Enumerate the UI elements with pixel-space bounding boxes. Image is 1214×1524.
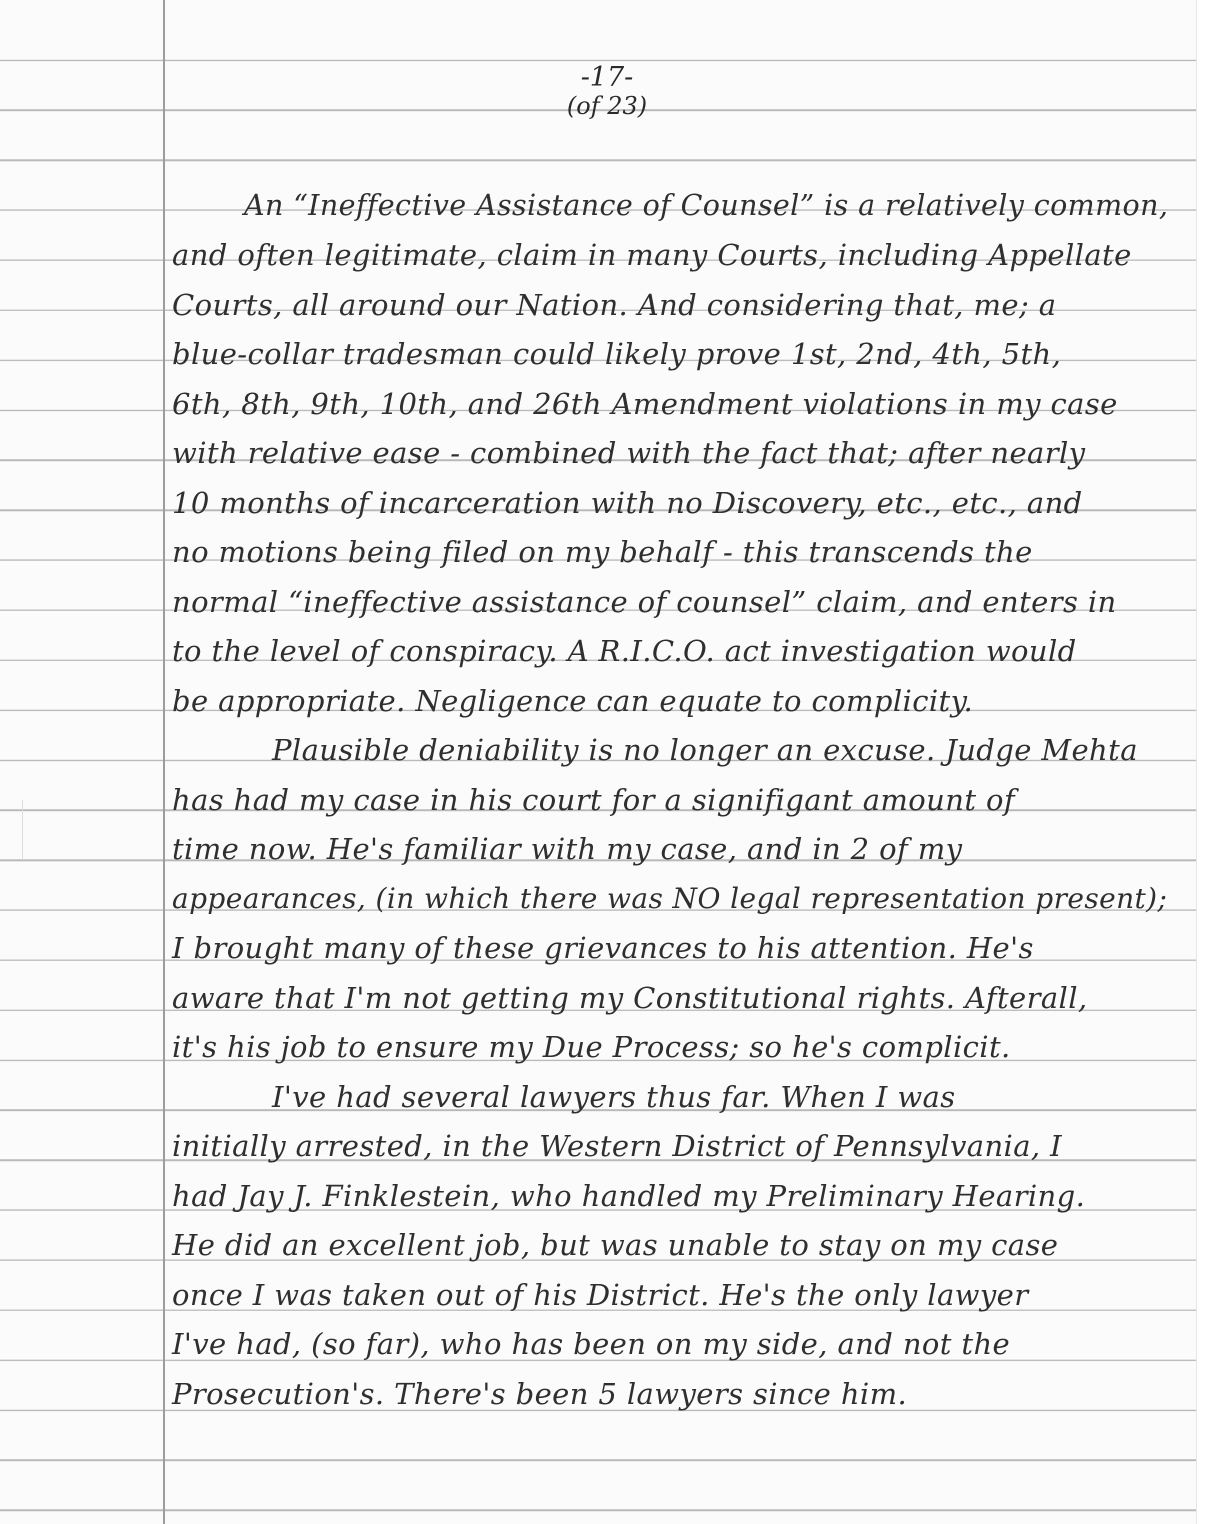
page-number: -17-: [580, 62, 634, 93]
text-line: I've had several lawyers thus far. When I was: [272, 1080, 956, 1114]
text-line: I've had, (so far), who has been on my side, and not the: [172, 1327, 1011, 1361]
text-line: appearances, (in which there was NO legal representation present);: [172, 882, 1168, 915]
text-line: aware that I'm not getting my Constitutional rights. Afterall,: [172, 981, 1088, 1015]
text-line: initially arrested, in the Western District of Pennsylvania, I: [172, 1129, 1063, 1163]
text-line: blue-collar tradesman could likely prove 1st, 2nd, 4th, 5th,: [172, 337, 1062, 371]
text-line: An “Ineffective Assistance of Counsel” is a relatively common,: [244, 189, 1169, 222]
text-line: and often legitimate, claim in many Courts, including Appellate: [172, 238, 1132, 272]
text-line: 6th, 8th, 9th, 10th, and 26th Amendment violations in my case: [172, 387, 1118, 421]
text-line: it's his job to ensure my Due Process; so he's complicit.: [172, 1030, 1011, 1064]
text-line: 10 months of incarceration with no Discovery, etc., etc., and: [172, 486, 1083, 520]
page-count: (of 23): [566, 92, 648, 120]
text-line: had Jay J. Finklestein, who handled my Preliminary Hearing.: [172, 1179, 1086, 1213]
text-line: be appropriate. Negligence can equate to complicity.: [172, 684, 974, 718]
text-line: with relative ease - combined with the fact that; after nearly: [172, 436, 1086, 470]
text-line: Prosecution's. There's been 5 lawyers since him.: [172, 1377, 908, 1411]
paper-crease: [22, 800, 29, 860]
text-line: Courts, all around our Nation. And considering that, me; a: [172, 288, 1057, 322]
text-line: Plausible deniability is no longer an excuse. Judge Mehta: [272, 733, 1138, 767]
text-line: normal “ineffective assistance of counsel” claim, and enters in: [172, 585, 1117, 619]
text-line: has had my case in his court for a signifigant amount of: [172, 783, 1015, 817]
text-line: no motions being filed on my behalf - this transcends the: [172, 535, 1033, 569]
text-line: I brought many of these grievances to his attention. He's: [172, 931, 1034, 965]
margin-line: [163, 0, 165, 1524]
text-line: to the level of conspiracy. A R.I.C.O. act investigation would: [172, 634, 1077, 668]
text-line: time now. He's familiar with my case, and in 2 of my: [172, 832, 963, 866]
text-line: He did an excellent job, but was unable to stay on my case: [172, 1228, 1059, 1262]
text-line: once I was taken out of his District. He's the only lawyer: [172, 1278, 1029, 1312]
